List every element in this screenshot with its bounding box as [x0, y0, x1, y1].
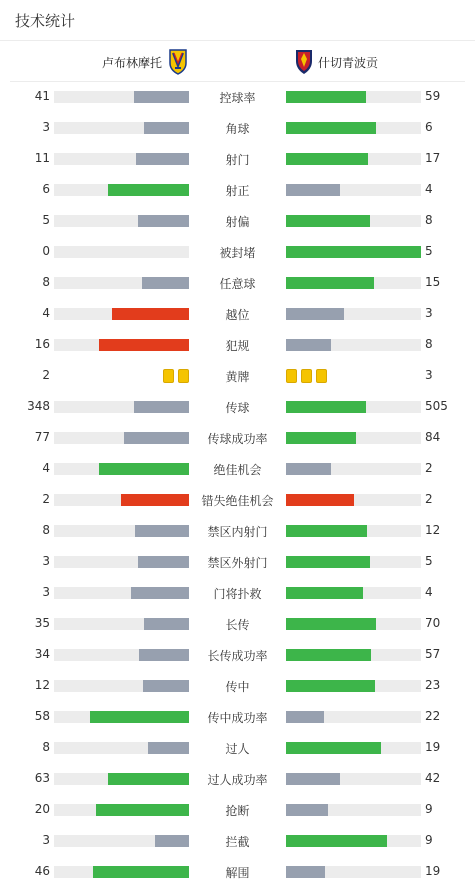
- away-stat-bar-fill: [286, 339, 331, 351]
- stat-row: [0, 671, 475, 702]
- away-stat-bar: [286, 587, 421, 599]
- away-stat-bar-fill: [286, 153, 368, 165]
- home-stat-bar-fill: [99, 463, 189, 475]
- stat-row: [0, 795, 475, 826]
- away-yellow-cards: [286, 369, 327, 383]
- away-stat-value: 17: [425, 151, 441, 165]
- stat-label: 长传: [225, 618, 250, 632]
- home-stat-value: 58: [34, 709, 50, 723]
- stat-row: [0, 113, 475, 144]
- home-team[interactable]: [102, 49, 188, 75]
- home-stat-value: 63: [34, 771, 50, 785]
- home-stat-bar: [54, 804, 189, 816]
- stat-row: [0, 640, 475, 671]
- home-stat-bar-fill: [148, 742, 189, 754]
- away-stat-bar: [286, 711, 421, 723]
- home-stat-value: 348: [27, 399, 50, 413]
- stat-label: 传球成功率: [207, 432, 268, 446]
- home-stat-value: 0: [42, 244, 50, 258]
- away-stat-bar: [286, 773, 421, 785]
- away-stat-bar: [286, 804, 421, 816]
- home-stat-bar-fill: [138, 556, 189, 568]
- stat-label: 禁区内射门: [207, 525, 268, 539]
- away-stat-bar-fill: [286, 308, 344, 320]
- away-stat-value: 57: [425, 647, 441, 661]
- home-stat-value: 34: [34, 647, 50, 661]
- home-stat-bar: [54, 866, 189, 878]
- home-stat-bar: [54, 122, 189, 134]
- away-stat-bar-fill: [286, 277, 374, 289]
- away-stat-value: 5: [425, 554, 433, 568]
- home-stat-bar: [54, 680, 189, 692]
- away-stat-bar-fill: [286, 711, 324, 723]
- away-stat-bar-fill: [286, 804, 328, 816]
- stat-row: [0, 299, 475, 330]
- away-stat-bar-fill: [286, 773, 340, 785]
- stat-row: [0, 857, 475, 888]
- away-stat-bar: [286, 742, 421, 754]
- home-stat-bar: [54, 556, 189, 568]
- away-stat-value: 9: [425, 802, 433, 816]
- home-stat-bar-fill: [144, 122, 189, 134]
- stat-label: 传中: [225, 680, 250, 694]
- away-stat-value: 2: [425, 461, 433, 475]
- stat-row: [0, 578, 475, 609]
- home-team-name: 卢布林摩托: [102, 55, 163, 70]
- team-header: [10, 41, 465, 82]
- away-stat-value: 2: [425, 492, 433, 506]
- yellow-card-icon: [178, 369, 189, 383]
- stat-label: 射正: [225, 184, 250, 198]
- home-stat-bar-fill: [99, 339, 189, 351]
- home-stat-value: 4: [42, 306, 50, 320]
- home-stat-value: 8: [42, 740, 50, 754]
- away-stat-bar-fill: [286, 122, 376, 134]
- yellow-card-icon: [163, 369, 174, 383]
- home-stat-bar-fill: [108, 184, 189, 196]
- away-stat-bar: [286, 339, 421, 351]
- home-stat-value: 2: [42, 368, 50, 382]
- home-stat-bar: [54, 277, 189, 289]
- away-team[interactable]: [294, 49, 378, 75]
- home-stat-value: 46: [34, 864, 50, 878]
- away-stat-bar-fill: [286, 246, 421, 258]
- stat-row: [0, 392, 475, 423]
- home-stat-value: 3: [42, 120, 50, 134]
- stat-row: [0, 516, 475, 547]
- home-stat-bar-fill: [96, 804, 189, 816]
- stat-row: [0, 175, 475, 206]
- home-stat-bar: [54, 618, 189, 630]
- away-stat-value: 3: [425, 306, 433, 320]
- stat-label: 射门: [225, 153, 250, 167]
- away-stat-value: 505: [425, 399, 448, 413]
- stat-label: 过人成功率: [207, 773, 268, 787]
- away-stat-value: 84: [425, 430, 441, 444]
- home-stat-value: 4: [42, 461, 50, 475]
- away-stat-bar: [286, 184, 421, 196]
- home-stat-bar-fill: [121, 494, 189, 506]
- away-stat-bar: [286, 122, 421, 134]
- away-stat-value: 12: [425, 523, 441, 537]
- stat-label: 错失绝佳机会: [201, 494, 274, 508]
- away-stat-value: 6: [425, 120, 433, 134]
- home-stat-bar-fill: [131, 587, 189, 599]
- away-stat-value: 8: [425, 213, 433, 227]
- home-stat-bar: [54, 91, 189, 103]
- stat-row: [0, 268, 475, 299]
- away-stat-bar-fill: [286, 835, 387, 847]
- away-stat-value: 4: [425, 182, 433, 196]
- away-stat-bar: [286, 277, 421, 289]
- away-stat-bar-fill: [286, 587, 363, 599]
- home-stat-bar-fill: [135, 525, 189, 537]
- home-stat-value: 41: [34, 89, 50, 103]
- away-stat-bar: [286, 618, 421, 630]
- stat-label: 越位: [225, 308, 250, 322]
- away-stat-bar-fill: [286, 866, 325, 878]
- away-stat-bar-fill: [286, 649, 371, 661]
- away-team-crest-icon: [294, 49, 314, 75]
- away-stat-bar-fill: [286, 91, 366, 103]
- stat-row: [0, 330, 475, 361]
- home-stat-bar: [54, 432, 189, 444]
- home-stat-bar: [54, 215, 189, 227]
- home-stat-value: 35: [34, 616, 50, 630]
- home-stat-value: 12: [34, 678, 50, 692]
- yellow-card-icon: [316, 369, 327, 383]
- stat-label: 门将扑救: [213, 587, 262, 601]
- yellow-card-icon: [301, 369, 312, 383]
- home-stat-bar: [54, 835, 189, 847]
- home-stat-value: 3: [42, 833, 50, 847]
- away-stat-value: 19: [425, 740, 441, 754]
- stat-row: [0, 485, 475, 516]
- home-stat-bar-fill: [134, 401, 189, 413]
- stat-row: [0, 764, 475, 795]
- home-stat-bar-fill: [112, 308, 189, 320]
- away-stat-value: 23: [425, 678, 441, 692]
- away-stat-bar: [286, 494, 421, 506]
- home-stat-bar: [54, 525, 189, 537]
- stat-row: [0, 82, 475, 113]
- home-stat-value: 3: [42, 554, 50, 568]
- away-stat-value: 4: [425, 585, 433, 599]
- away-stat-bar: [286, 680, 421, 692]
- stat-label: 黄牌: [225, 370, 250, 384]
- away-stat-value: 5: [425, 244, 433, 258]
- home-stat-value: 8: [42, 523, 50, 537]
- home-stat-value: 16: [34, 337, 50, 351]
- away-stat-value: 9: [425, 833, 433, 847]
- stat-label: 任意球: [219, 277, 256, 291]
- away-stat-bar-fill: [286, 742, 381, 754]
- away-stat-bar: [286, 866, 421, 878]
- stat-label: 被封堵: [219, 246, 256, 260]
- home-stat-bar-fill: [90, 711, 189, 723]
- home-stat-bar-fill: [108, 773, 189, 785]
- away-stat-bar-fill: [286, 401, 366, 413]
- home-stat-bar: [54, 308, 189, 320]
- home-stat-bar-fill: [138, 215, 189, 227]
- stat-label: 长传成功率: [207, 649, 268, 663]
- home-stat-value: 6: [42, 182, 50, 196]
- stat-row: [0, 826, 475, 857]
- home-stat-value: 11: [34, 151, 50, 165]
- home-stat-bar-fill: [155, 835, 189, 847]
- away-stat-value: 22: [425, 709, 441, 723]
- stat-row: [0, 237, 475, 268]
- away-stat-value: 59: [425, 89, 441, 103]
- away-stat-bar-fill: [286, 556, 370, 568]
- home-stat-value: 77: [34, 430, 50, 444]
- away-stat-bar-fill: [286, 215, 370, 227]
- home-stat-bar: [54, 742, 189, 754]
- stat-row: [0, 361, 475, 392]
- home-stat-bar: [54, 246, 189, 258]
- stat-row: [0, 454, 475, 485]
- home-stat-bar-fill: [136, 153, 189, 165]
- stat-label: 传中成功率: [207, 711, 268, 725]
- home-stat-bar: [54, 401, 189, 413]
- stat-row: [0, 423, 475, 454]
- stat-label: 控球率: [219, 91, 256, 105]
- away-stat-bar: [286, 246, 421, 258]
- away-stat-bar: [286, 525, 421, 537]
- away-stat-bar-fill: [286, 618, 376, 630]
- stat-row: [0, 733, 475, 764]
- stat-row: [0, 144, 475, 175]
- away-stat-bar: [286, 556, 421, 568]
- away-stat-value: 19: [425, 864, 441, 878]
- home-stat-bar: [54, 711, 189, 723]
- home-stat-value: 2: [42, 492, 50, 506]
- away-stat-bar-fill: [286, 432, 356, 444]
- stat-label: 过人: [225, 742, 250, 756]
- away-stat-bar: [286, 308, 421, 320]
- stat-label: 射偏: [225, 215, 250, 229]
- away-stat-bar: [286, 463, 421, 475]
- stat-label: 传球: [225, 401, 250, 415]
- away-stat-bar-fill: [286, 184, 340, 196]
- away-stat-bar: [286, 153, 421, 165]
- home-stat-value: 5: [42, 213, 50, 227]
- yellow-card-icon: [286, 369, 297, 383]
- away-team-name: 什切青波贡: [318, 55, 379, 70]
- stat-label: 绝佳机会: [213, 463, 262, 477]
- away-stat-value: 8: [425, 337, 433, 351]
- home-stat-bar: [54, 153, 189, 165]
- stat-row: [0, 206, 475, 237]
- home-stat-value: 3: [42, 585, 50, 599]
- home-stat-bar-fill: [139, 649, 189, 661]
- away-stat-value: 3: [425, 368, 433, 382]
- home-stat-bar-fill: [142, 277, 189, 289]
- home-stat-bar-fill: [134, 91, 189, 103]
- away-stat-value: 70: [425, 616, 441, 630]
- home-stat-bar: [54, 587, 189, 599]
- stat-label: 角球: [225, 122, 250, 136]
- home-stat-value: 20: [34, 802, 50, 816]
- home-team-crest-icon: [168, 49, 188, 75]
- home-yellow-cards: [163, 369, 189, 383]
- home-stat-bar-fill: [143, 680, 189, 692]
- away-stat-bar-fill: [286, 494, 354, 506]
- away-stat-bar-fill: [286, 525, 367, 537]
- stat-label: 禁区外射门: [207, 556, 268, 570]
- stat-row: [0, 547, 475, 578]
- home-stat-bar: [54, 773, 189, 785]
- away-stat-bar: [286, 215, 421, 227]
- away-stat-value: 42: [425, 771, 441, 785]
- away-stat-value: 15: [425, 275, 441, 289]
- away-stat-bar: [286, 91, 421, 103]
- stat-row: [0, 702, 475, 733]
- home-stat-bar-fill: [124, 432, 189, 444]
- home-stat-value: 8: [42, 275, 50, 289]
- stat-label: 解围: [225, 866, 250, 880]
- away-stat-bar: [286, 401, 421, 413]
- away-stat-bar: [286, 432, 421, 444]
- home-stat-bar: [54, 184, 189, 196]
- home-stat-bar-fill: [93, 866, 189, 878]
- page-title: 技术统计: [15, 12, 76, 30]
- home-stat-bar: [54, 649, 189, 661]
- stat-label: 拦截: [225, 835, 250, 849]
- away-stat-bar-fill: [286, 680, 375, 692]
- away-stat-bar-fill: [286, 463, 331, 475]
- stat-row: [0, 609, 475, 640]
- stat-label: 犯规: [225, 339, 250, 353]
- home-stat-bar: [54, 339, 189, 351]
- away-stat-bar: [286, 649, 421, 661]
- home-stat-bar: [54, 463, 189, 475]
- stat-label: 抢断: [225, 804, 250, 818]
- home-stat-bar-fill: [144, 618, 189, 630]
- home-stat-bar: [54, 494, 189, 506]
- away-stat-bar: [286, 835, 421, 847]
